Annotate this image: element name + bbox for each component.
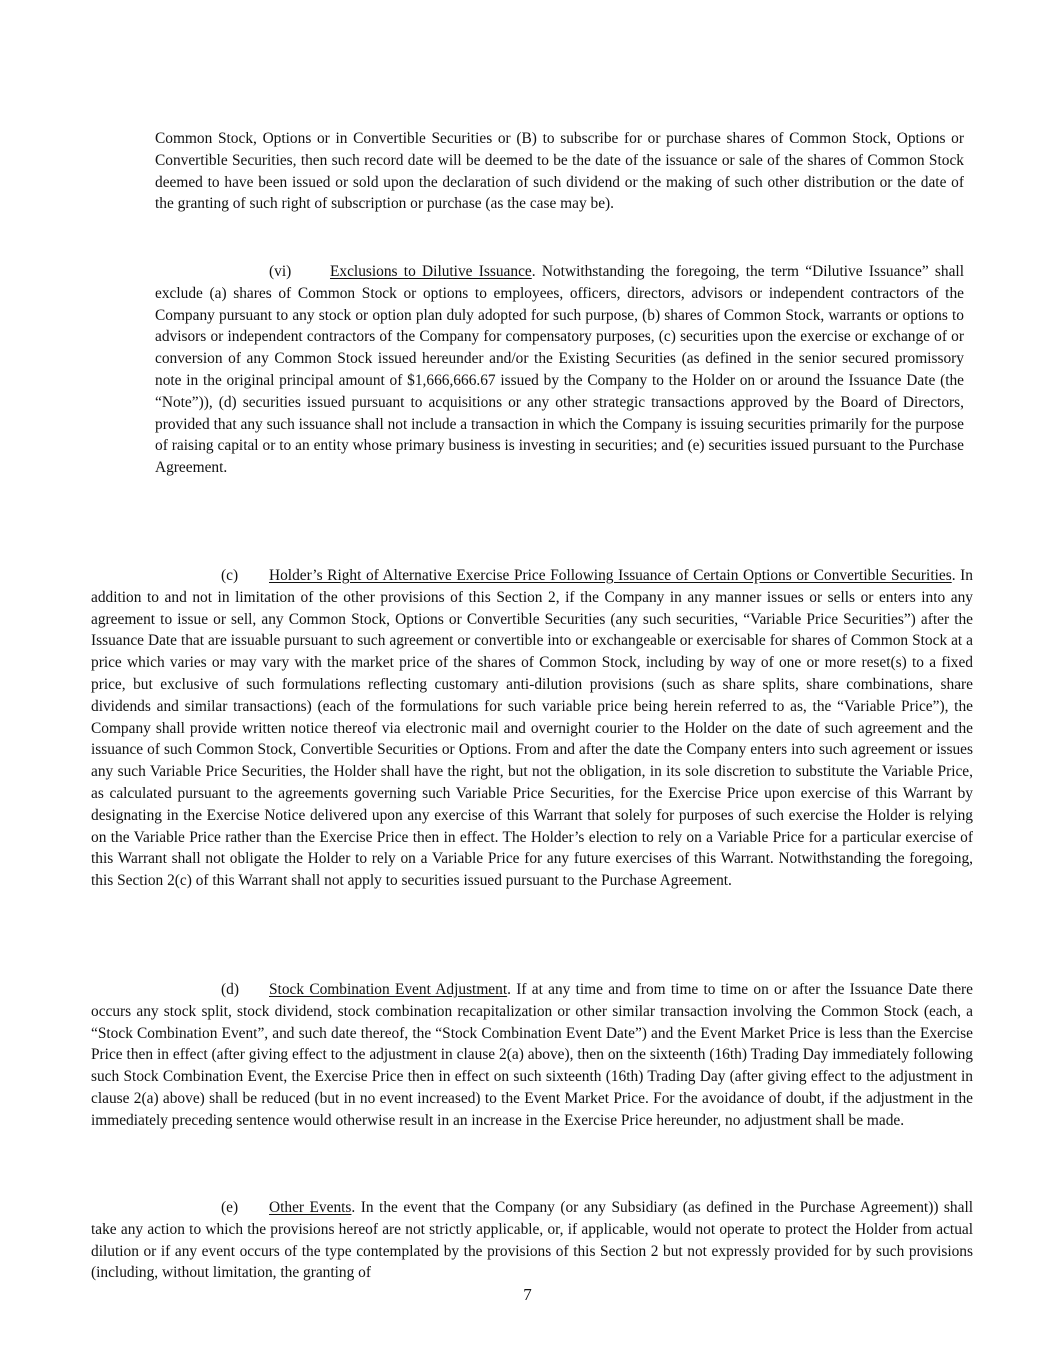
paragraph-d-number: (d) [221, 981, 239, 998]
paragraph-continuation-text: Common Stock, Options or in Convertible Securities or (B) to subscribe for or purchase shares of Common Stock, Options or Convertible Securities, then such record date will be deemed to be the date of the issuance or sale of the shares of Common Stock deemed to have been issued or sold upon the declaration of such dividend or the making of such other distribution or the date of the granting of such right of subscription or purchase (as the case may be). [155, 130, 964, 213]
paragraph-c-heading: Holder’s Right of Alternative Exercise Price Following Issuance of Certain Options or Convertible Securities [269, 567, 952, 584]
paragraph-e-heading: Other Events [269, 1199, 352, 1216]
paragraph-d [91, 979, 973, 1132]
paragraph-c-text: . In addition to and not in limitation of the other provisions of this Section 2, if the Company in any manner issues or sells or enters into any agreement to issue or sell, any Common Stock, Options or Convertible Securities (any such securities, “Variable Price Securities”) after the Issuance Date that are issuable pursuant to such agreement or convertible into or exchangeable or exercisable for shares of Common Stock at a price which varies or may vary with the market price of the shares of Common Stock, including by way of one or more reset(s) to a fixed price, but exclusive of such formulations reflecting customary anti-dilution provisions (such as share splits, share combinations, share dividends and similar transactions) (each of the formulations for such variable price being herein referred to as, the “Variable Price”), the Company shall provide written notice thereof via electronic mail and overnight courier to the Holder on the date of such agreement and the issuance of such Common Stock, Convertible Securities or Options. From and after the date the Company enters into such agreement or issues any such Variable Price Securities, the Holder shall have the right, but not the obligation, in its sole discretion to substitute the Variable Price, as calculated pursuant to the agreements governing such Variable Price Securities, for the Exercise Price upon exercise of this Warrant by designating in the Exercise Notice delivered upon any exercise of this Warrant that solely for purposes of such exercise the Holder is relying on the Variable Price rather than the Exercise Price then in effect. The Holder’s election to rely on a Variable Price for a particular exercise of this Warrant shall not obligate the Holder to rely on a Variable Price for any future exercises of this Warrant. Notwithstanding the foregoing, this Section 2(c) of this Warrant shall not apply to securities issued pursuant to the Purchase Agreement. [91, 567, 973, 890]
paragraph-d-heading: Stock Combination Event Adjustment [269, 981, 508, 998]
paragraph-vi-heading: Exclusions to Dilutive Issuance [330, 263, 532, 280]
paragraph-d-text: . If at any time and from time to time on or after the Issuance Date there occurs any stock split, stock dividend, stock combination recapitalization or other similar transaction involving the Common Stock (each, a “Stock Combination Event”, and such date thereof, the “Stock Combination Event Date”) and the Event Market Price is less than the Exercise Price then in effect (after giving effect to the adjustment in clause 2(a) above), then on the sixteenth (16th) Trading Day immediately following such Stock Combination Event, the Exercise Price then in effect on such sixteenth (16th) Trading Day (after giving effect to the adjustment in clause 2(a) above) shall be reduced (but in no event increased) to the Event Market Price. For the avoidance of doubt, if the adjustment in the immediately preceding sentence would otherwise result in an increase in the Exercise Price hereunder, no adjustment shall be made. [91, 981, 973, 1129]
paragraph-c [91, 565, 973, 892]
paragraph-e-text: . In the event that the Company (or any Subsidiary (as defined in the Purchase Agreement)) shall take any action to which the provisions hereof are not strictly applicable, or, if applicable, would not operate to protect the Holder from actual dilution or if any event occurs of the type contemplated by the provisions of this Section 2 but not expressly provided for by such provisions (including, without limitation, the granting of [91, 1199, 973, 1282]
paragraph-vi [155, 261, 964, 479]
paragraph-e-number: (e) [221, 1199, 239, 1216]
paragraph-e [91, 1197, 973, 1284]
paragraph-vi-number: (vi) [269, 263, 292, 280]
page-number: 7 [523, 1285, 532, 1304]
paragraph-c-number: (c) [221, 567, 239, 584]
paragraph-continuation [155, 128, 964, 215]
paragraph-vi-text: . Notwithstanding the foregoing, the term “Dilutive Issuance” shall exclude (a) shares of Common Stock or options to employees, officers, directors, advisors or independent contractors of the Company pursuant to any stock or option plan duly adopted for such purpose, (b) shares of Common Stock, warrants or options to advisors or independent contractors of the Company for compensatory purposes, (c) securities upon the exercise or exchange of or conversion of any Common Stock issued hereunder and/or the Existing Securities (as defined in the senior secured promissory note in the original principal amount of $1,666,666.67 issued by the Company to the Holder on or around the Issuance Date (the “Note”)), (d) securities issued pursuant to acquisitions or any other strategic transactions approved by the Board of Directors, provided that any such issuance shall not include a transaction in which the Company is issuing securities primarily for the purpose of raising capital or to an entity whose primary business is investing in securities; and (e) securities issued pursuant to the Purchase Agreement. [155, 263, 964, 477]
